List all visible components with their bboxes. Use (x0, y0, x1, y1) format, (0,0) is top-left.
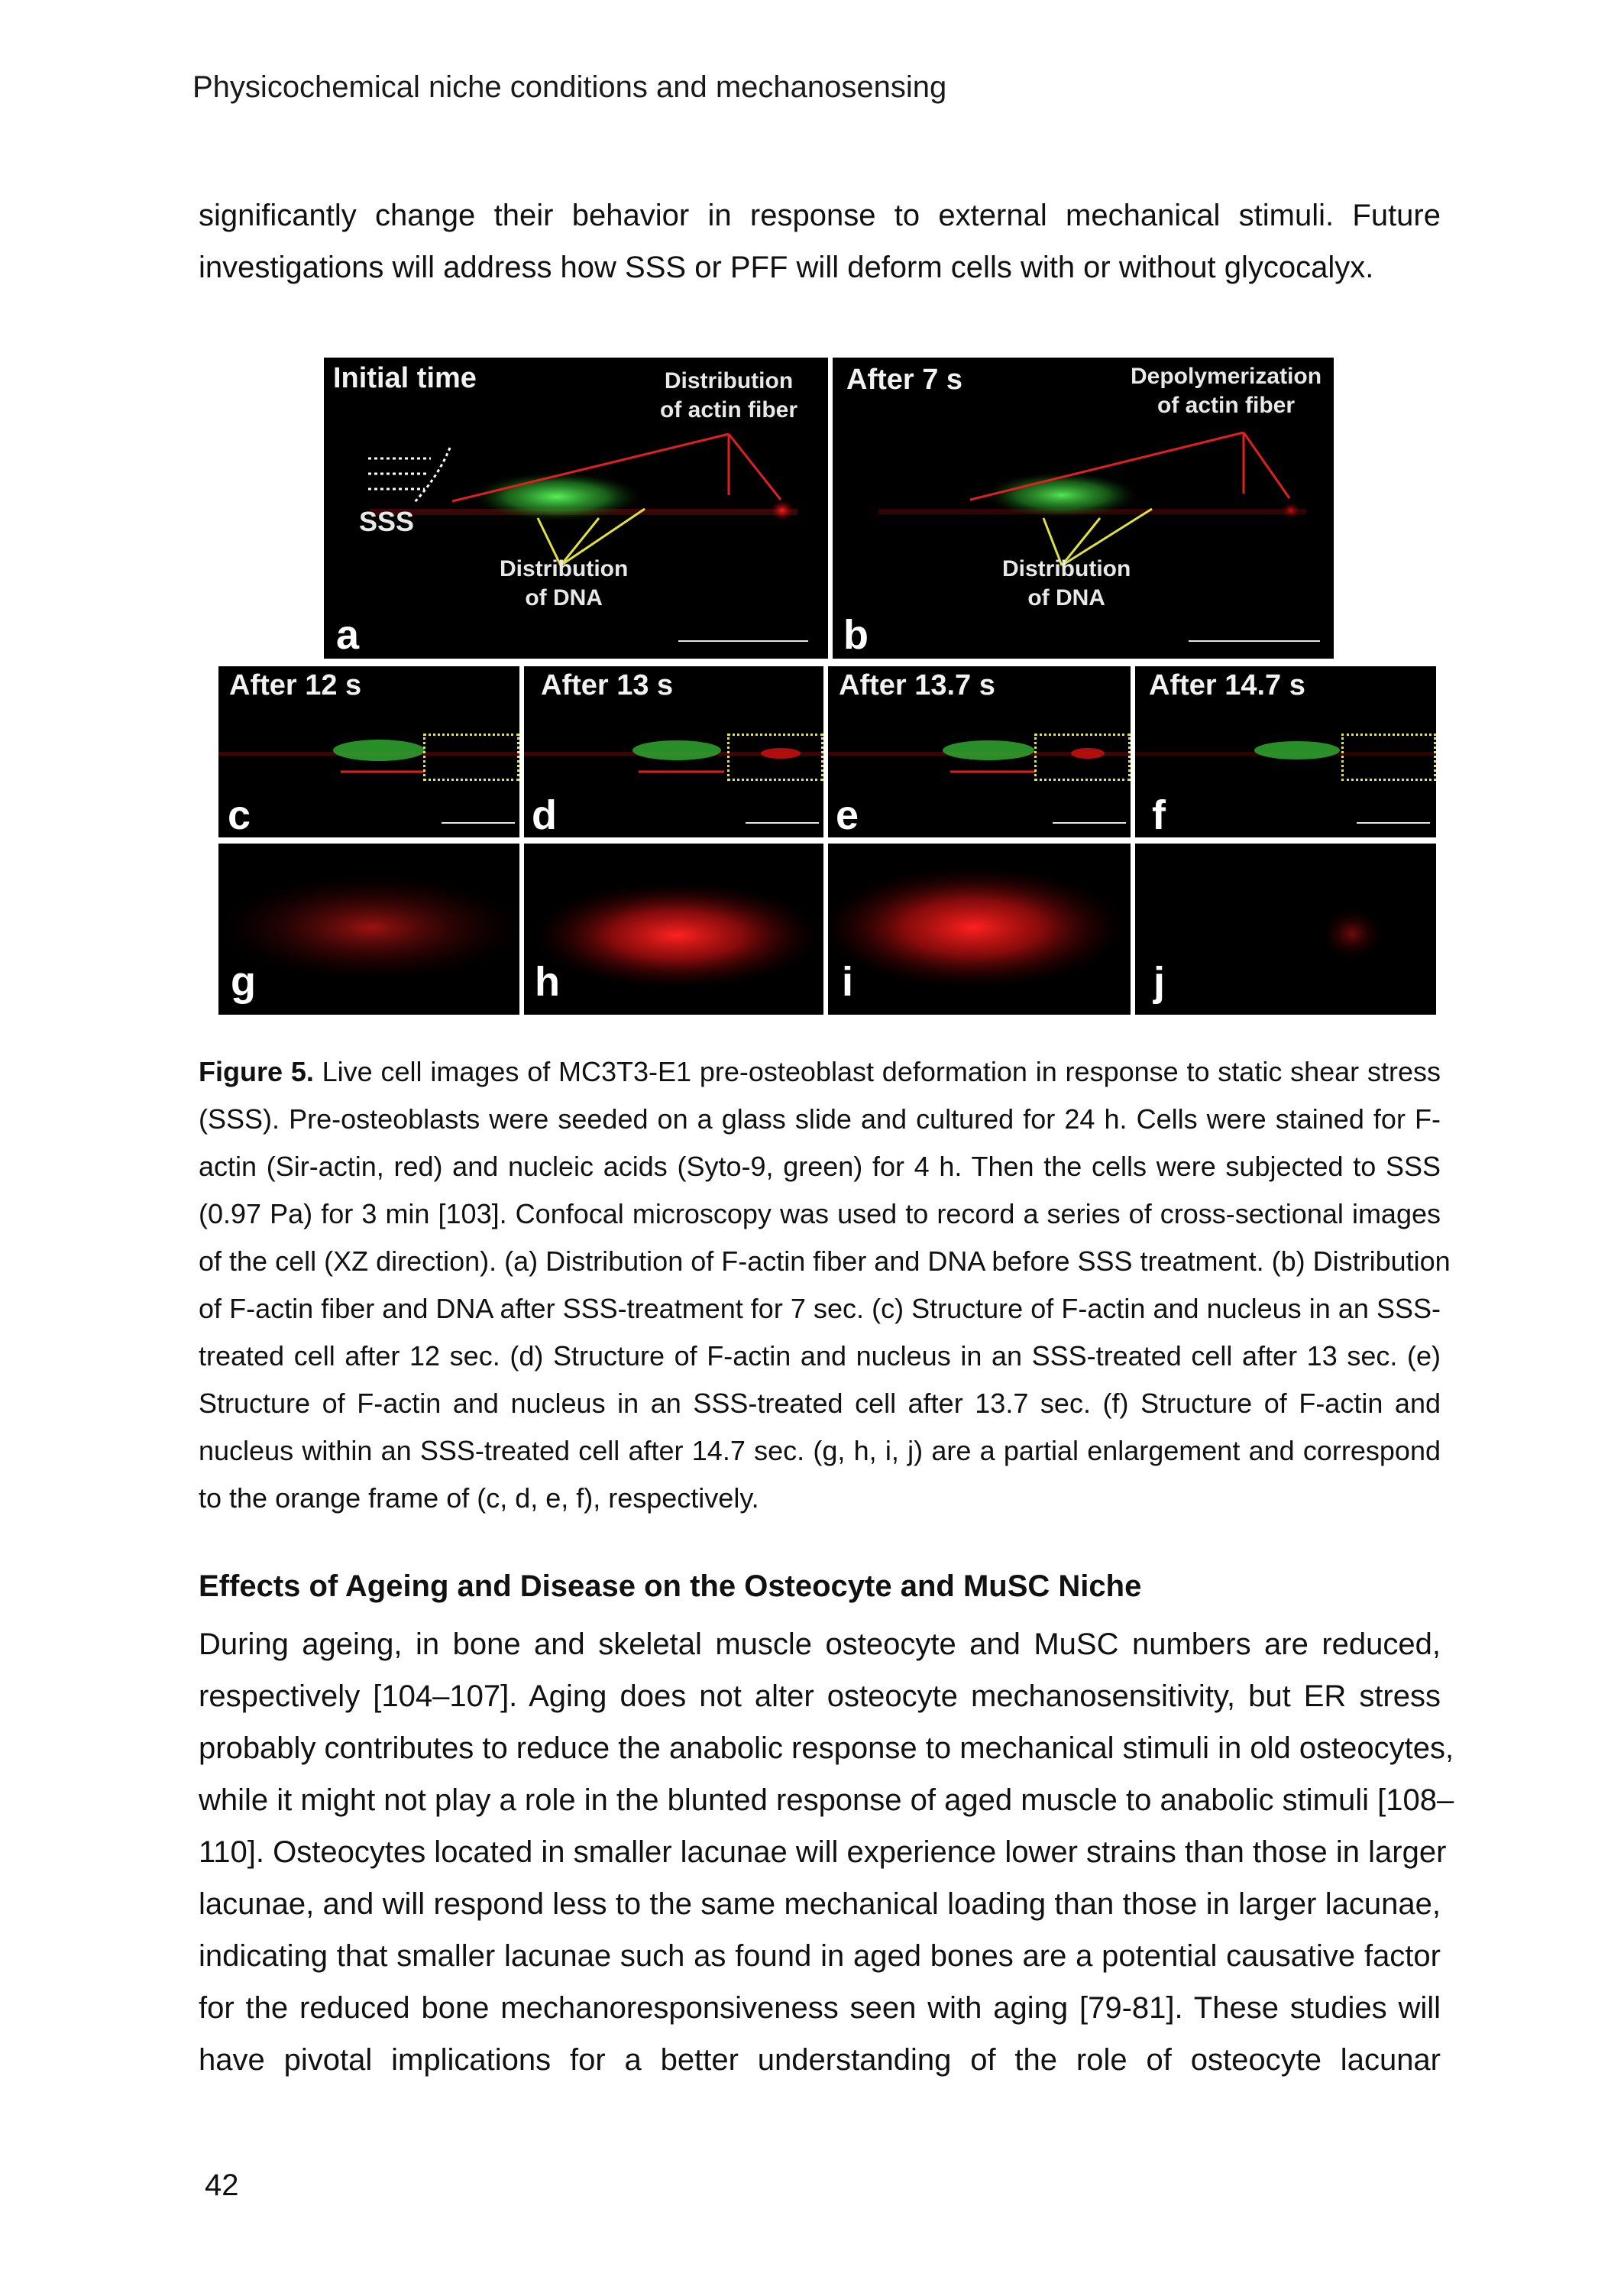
panel-d-title: After 13 s (541, 669, 674, 701)
enlargement-frame (727, 734, 823, 781)
flow-arrows (368, 448, 450, 503)
scale-bar (1189, 640, 1320, 642)
panel-j-label: j (1153, 959, 1166, 1005)
body-line: During ageing, in bone and skeletal muscle osteocyte and MuSC numbers are reduced, (199, 1627, 1441, 1661)
scale-bar (1357, 822, 1430, 824)
page-number: 42 (205, 2168, 239, 2202)
panel-a-title: Initial time (333, 362, 477, 394)
scale-bar (746, 822, 819, 824)
figure-caption (199, 1048, 1451, 1522)
section-heading: Effects of Ageing and Disease on the Osteocyte and MuSC Niche (199, 1569, 1142, 1603)
panel-c-title: After 12 s (229, 669, 362, 701)
panel-b (833, 358, 1334, 659)
panel-b-annot-dna (1002, 555, 1131, 613)
dna-signal (632, 740, 721, 760)
dna-signal (1254, 741, 1340, 759)
actin-signal (770, 500, 794, 521)
enlargement-frame (1341, 734, 1436, 781)
dna-signal (943, 740, 1034, 760)
actin-signal (1282, 502, 1300, 519)
dna-signal (333, 740, 425, 761)
caption-line: treated cell after 12 sec. (d) Structure of F-actin and nucleus in an SSS-treated cell after 13 sec. (e) (199, 1340, 1441, 1372)
panel-g (218, 844, 519, 1015)
caption-label: Figure 5. (199, 1056, 314, 1087)
scale-bar (678, 640, 808, 642)
panel-c (218, 666, 519, 837)
annot-line: of actin fiber (1157, 393, 1296, 418)
actin-signal (828, 866, 1126, 989)
panel-a (324, 358, 828, 659)
annot-line: of DNA (525, 585, 603, 610)
panel-d-label: d (532, 792, 557, 837)
sss-label: SSS (359, 506, 415, 537)
panel-a-label: a (336, 612, 360, 658)
body-line: respectively [104–107]. Aging does not alter osteocyte mechanosensitivity, but ER stress (199, 1679, 1441, 1713)
panel-d (524, 666, 823, 837)
panel-f-label: f (1152, 792, 1166, 837)
caption-line: to the orange frame of (c, d, e, f), respectively. (199, 1482, 759, 1514)
running-head: Physicochemical niche conditions and mechanosensing (192, 70, 947, 104)
panel-e-title: After 13.7 s (839, 669, 995, 701)
panel-e-label: e (836, 792, 859, 837)
panel-a-annot-actin (660, 367, 797, 425)
panel-g-label: g (231, 959, 256, 1005)
panel-i-label: i (842, 959, 854, 1005)
panel-h (524, 844, 823, 1015)
caption-first-line: Live cell images of MC3T3-E1 pre-osteoblast deformation in response to static shear stress (313, 1056, 1441, 1087)
panel-c-label: c (228, 792, 251, 837)
panel-b-title: After 7 s (846, 364, 963, 396)
body-paragraph (199, 1618, 1454, 2086)
annot-line: of DNA (1027, 585, 1105, 610)
panel-b-annot-actin (1131, 362, 1322, 420)
caption-line: of F-actin fiber and DNA after SSS-treatment for 7 sec. (c) Structure of F-actin and nucleus in an SSS- (199, 1293, 1441, 1324)
caption-line: actin (Sir-actin, red) and nucleic acids (Syto-9, green) for 4 h. Then the cells were subjected to SSS (199, 1151, 1441, 1182)
enlargement-frame (423, 734, 519, 781)
dna-signal (985, 472, 1138, 518)
scale-bar (442, 822, 515, 824)
intro-line: significantly change their behavior in response to external mechanical stimuli. Future (199, 199, 1441, 232)
body-line: indicating that smaller lacunae such as found in aged bones are a potential causative factor (199, 1939, 1441, 1973)
body-line: while it might not play a role in the blunted response of aged muscle to anabolic stimuli [108– (199, 1783, 1454, 1817)
panel-i-graphic (828, 844, 1131, 1015)
panel-f-title: After 14.7 s (1149, 669, 1305, 701)
panel-f (1135, 666, 1436, 837)
body-line: 110]. Osteocytes located in smaller lacunae will experience lower strains than those in larger (199, 1835, 1447, 1869)
panel-b-label: b (843, 612, 869, 658)
body-line: probably contributes to reduce the anabolic response to mechanical stimuli in old osteocytes, (199, 1731, 1454, 1765)
body-line: lacunae, and will respond less to the same mechanical loading than those in larger lacunae, (199, 1887, 1441, 1921)
annot-line: Distribution (1002, 556, 1131, 581)
caption-line: (0.97 Pa) for 3 min [103]. Confocal microscopy was used to record a series of cross-sectional images (199, 1198, 1441, 1229)
caption-line: of the cell (XZ direction). (a) Distribution of F-actin fiber and DNA before SSS treatment. (b) Distribution (199, 1245, 1451, 1277)
panel-j (1135, 844, 1436, 1015)
actin-signal (218, 874, 519, 981)
enlargement-frame (1034, 734, 1131, 781)
panel-h-graphic (524, 844, 823, 1015)
intro-paragraph (199, 189, 1441, 293)
caption-line (199, 1048, 1441, 1096)
panel-j-graphic (1135, 844, 1436, 1015)
annot-line: of actin fiber (660, 397, 798, 423)
actin-signal (1322, 908, 1383, 960)
panel-a-annot-dna (500, 555, 628, 613)
scale-bar (1053, 822, 1126, 824)
panel-g-graphic (218, 844, 519, 1015)
caption-line: nucleus within an SSS-treated cell after 14.7 sec. (g, h, i, j) are a partial enlargement and correspond (199, 1435, 1441, 1466)
panel-i (828, 844, 1131, 1015)
body-line: for the reduced bone mechanoresponsiveness seen with aging [79-81]. These studies will (199, 1991, 1441, 2025)
intro-line: investigations will address how SSS or PFF will deform cells with or without glycocalyx. (199, 251, 1374, 284)
panel-h-label: h (535, 959, 560, 1005)
caption-line: (SSS). Pre-osteoblasts were seeded on a glass slide and cultured for 24 h. Cells were stained for F- (199, 1103, 1441, 1135)
body-line: have pivotal implications for a better understanding of the role of osteocyte lacunar (199, 2043, 1441, 2077)
annot-line: Distribution (664, 368, 794, 394)
actin-signal (532, 882, 822, 989)
annot-line: Depolymerization (1131, 364, 1322, 389)
panel-e (828, 666, 1131, 837)
annot-line: Distribution (500, 556, 629, 581)
dna-signal (473, 472, 641, 521)
caption-line: Structure of F-actin and nucleus in an SSS-treated cell after 13.7 sec. (f) Structure of F-actin and (199, 1388, 1441, 1419)
